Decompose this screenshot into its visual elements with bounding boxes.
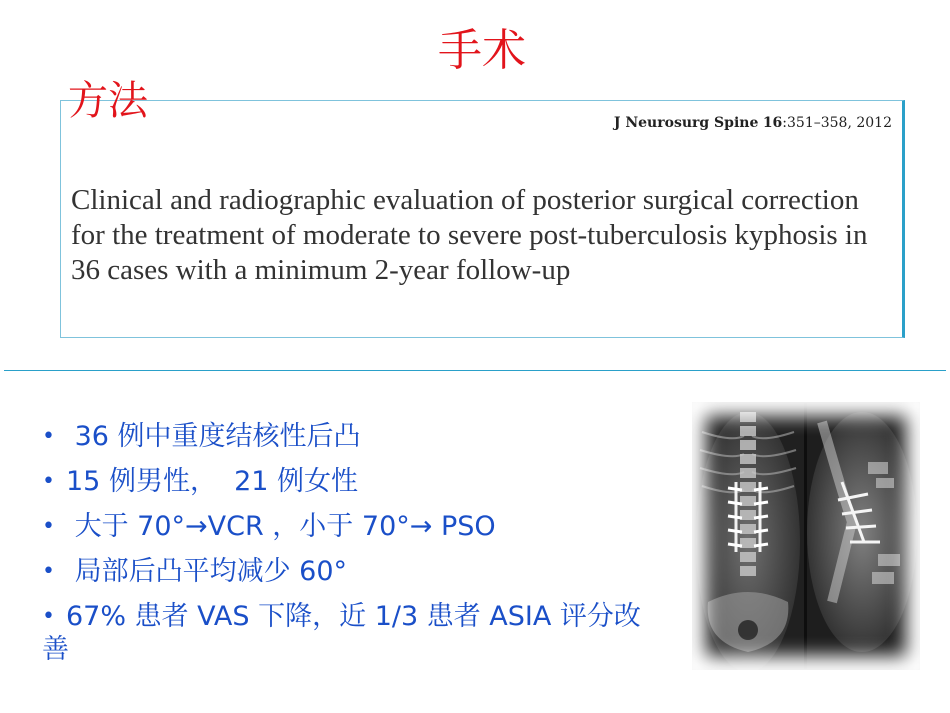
xray-illustration	[692, 402, 920, 670]
list-item: • 15 例男性， 21 例女性	[42, 466, 359, 497]
citation-volume: 16	[762, 115, 783, 131]
citation-journal: J Neurosurg Spine	[613, 115, 759, 131]
journal-citation	[614, 115, 892, 131]
bullet-icon: •	[42, 559, 55, 584]
list-item: • 局部后凸平均减少 60°	[42, 556, 348, 587]
findings-list	[42, 420, 662, 678]
bullet-icon: •	[42, 604, 55, 629]
slide-title: 手术	[438, 25, 526, 76]
bullet-icon: •	[42, 514, 55, 539]
citation-pages-year: :351–358, 2012	[782, 115, 892, 131]
paper-title: Clinical and radiographic evaluation of posterior surgical correction for the treatment of moderate to severe post-tuberculosis kyphosis in 36 cases with a minimum 2-year follow-up	[71, 184, 868, 286]
paper-citation-box	[60, 100, 905, 338]
spine-xray-image	[692, 402, 920, 670]
bullet-icon: •	[42, 469, 55, 494]
section-label: 方法	[68, 78, 148, 124]
bullet-icon: •	[42, 424, 55, 449]
list-item: • 67% 患者 VAS 下降，近 1/3 患者 ASIA 评分改善	[42, 601, 641, 665]
list-item: • 大于 70°→VCR ，小于 70°→ PSO	[42, 511, 496, 542]
list-item: • 36 例中重度结核性后凸	[42, 421, 361, 452]
section-divider	[4, 370, 946, 371]
